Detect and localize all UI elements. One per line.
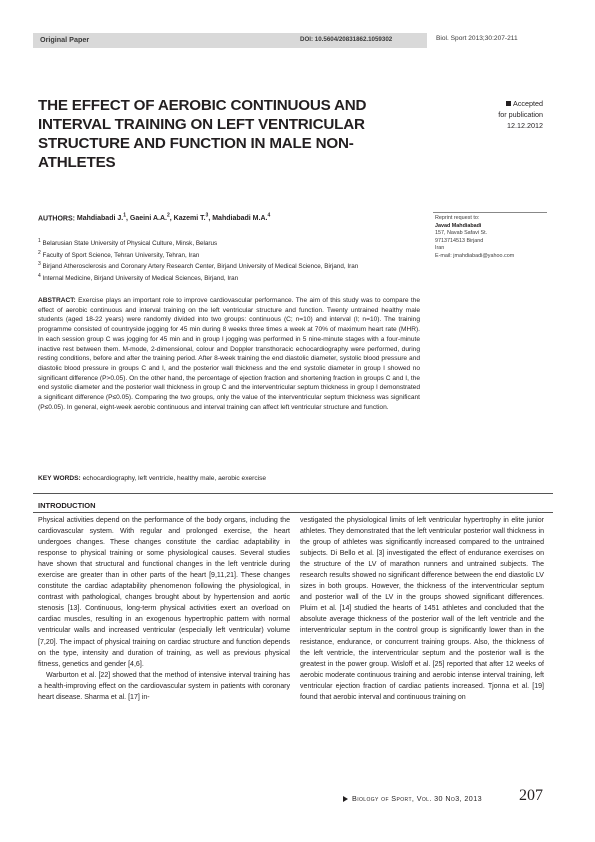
author-1	[77, 215, 130, 222]
author-name: Mahdiabadi M.A.	[212, 215, 268, 223]
page-number: 207	[519, 787, 543, 804]
author-affil-sup: 4	[267, 213, 271, 219]
accepted-note	[458, 98, 543, 131]
affiliation-text: Belarusian State University of Physical Culture, Minsk, Belarus	[42, 240, 218, 248]
square-bullet-icon	[506, 101, 511, 106]
affiliation-4	[38, 272, 433, 284]
author-name: Mahdiabadi J.	[76, 215, 124, 223]
doi-link[interactable]: DOI: 10.5604/20831862.1059302	[300, 35, 393, 43]
author-2	[130, 215, 174, 222]
affiliation-number: 2	[38, 249, 41, 256]
author-affil-sup: 2	[166, 213, 170, 219]
article-title: THE EFFECT OF AEROBIC CONTINUOUS AND INTERVAL TRAINING ON LEFT VENTRICULAR STRUCTURE AND FUNCTION IN MALE NON-ATHLETES	[38, 97, 367, 171]
author-sep: ,	[125, 215, 130, 223]
reprint-email[interactable]: E-mail: jmahdiabadi@yahoo.com	[435, 252, 515, 259]
article-type-label: Original Paper	[40, 35, 90, 44]
reprint-address-city: 9713714513 Birjand	[435, 237, 484, 244]
paragraph: vestigated the physiological limits of left ventricular hypertrophy in elite junior athletes. They demonstrated that the left ventricular posterior wall thickness in the group of athletes was significantly increased compared to the untrained subjects. Di Bello et al. [3] investigated the effect of endurance exercises on the structure of the LV of marathon runners and untrained subjects. The research results showed no significant difference between the end diastolic LV sizes in both groups. However, the thickness of the interventricular septum and posterior wall of the LV in the groups showed significant differences. Pluim et al. [14] studied the hearts of 1451 athletes and concluded that the absolute average thickness of the posterior wall of the left ventricle and the interventricular septum in the control group is significantly lower than in the resistance, endurance, or concurrent training groups. Also, the thickness of the left ventricle, the interventricular septum and the posterior wall is the greatest in the power group. Wisloff et al. [25] reported that after 12 weeks of aerobic moderate continuous training and aerobic intense interval training, left ventricular ejection fraction of cardiac patients increased. Tjonna et al. [19] found that aerobic interval and continuous training on	[300, 517, 544, 701]
section-rule-top	[33, 493, 553, 494]
reprint-name: Javad Mahdiabadi	[435, 222, 482, 229]
affiliation-3	[38, 260, 433, 272]
author-3	[174, 215, 213, 222]
accepted-label: Accepted	[513, 99, 543, 108]
affiliation-number: 3	[38, 261, 41, 268]
author-name: Gaeini A.A.	[129, 215, 167, 223]
author-sep: ,	[169, 215, 174, 223]
authors-label: AUTHORS:	[38, 215, 75, 223]
affiliation-text: Internal Medicine, Birjand University of Medical Sciences, Birjand, Iran	[42, 275, 239, 283]
author-sep: ,	[208, 215, 213, 223]
body-column-right	[300, 515, 544, 703]
author-name: Kazemi T.	[173, 215, 206, 223]
abstract-label: ABSTRACT:	[38, 297, 76, 304]
affiliation-text: Birjand Atherosclerosis and Coronary Artery Research Center, Birjand University of Medical Science, Birjand, Iran	[42, 263, 359, 271]
reprint-request	[435, 215, 547, 261]
reprint-address-street: 157, Navab Safavi St.	[435, 230, 488, 237]
affiliation-1	[38, 237, 433, 249]
keywords-text: echocardiography, left ventricle, healthy male, aerobic exercise	[82, 475, 267, 482]
footer-journal: Biology of Sport, Vol. 30 No3, 2013	[352, 794, 482, 803]
body-column-left	[38, 515, 290, 703]
journal-citation: Biol. Sport 2013;30:207-211	[436, 34, 518, 42]
author-affil-sup: 3	[205, 213, 209, 219]
accepted-for-publication: for publication	[498, 110, 543, 119]
keywords-label: KEY WORDS:	[38, 475, 81, 482]
paragraph: Physical activities depend on the performance of the body organs, including the cardiovascular system. With regular and prolonged exercise, the heart undergoes changes. These changes constitute the cardiac adaptability in response to physical training or some physiological causes. Several studies have shown that structural and functional changes in the left ventricle during exercise are greater than in other parts of the heart [9,11,21]. These changes constitute the cardiac adaptability phenomenon following the physiological, in contrast with pathological, changes brought about by hypertension and aortic stenosis [13]. Continuous, long-term physical activities exert an overload on cardiac muscles, resulting in an exogenous hypertrophic pattern with normal ventricular walls and increased ventricular (especially left ventricular) volume [7,20]. The impact of physical training on cardiac structure and function depends on the type, intensity and duration of training, as well as previous physical fitness, genetics and gender [4,6].	[38, 517, 290, 668]
affiliation-number: 4	[38, 273, 41, 280]
affiliation-text: Faculty of Sport Science, Tehran University, Tehran, Iran	[42, 251, 200, 259]
author-4	[212, 215, 270, 222]
affiliation-2	[38, 249, 433, 261]
reprint-country: Iran	[435, 245, 445, 252]
abstract-text: Exercise plays an important role to improve cardiovascular performance. The aim of this study was to compare the effect of aerobic continuous and interval training on the left ventricular structure and function. Twenty untrained healthy male students (aged 18-22 years) were randomly divided into two groups: continuous (C; n=10) and interval (I; n=10). The training programme consisted of countryside jogging for 45 min during 8 weeks three times a week at 70% of maximum heart rate (MHR). In each session group C was jogging for 45 min and in group I jogging was performed in 5 nine-minute stages with a four-minute inactive rest between them. M-mode, 2-dimensional, colour and Doppler transthoracic echocardiography were performed, during resting conditions, before and after the training period. After 8-week training the end diastolic diameter, systolic blood pressure and diastolic blood pressure in groups C and I, and the posterior wall thickness and the end systolic diameter in group I showed no significant difference (P>0.05). On the other hand, the percentage of ejection fraction and shortening fraction in groups C and I, the end systolic diameter and the posterior wall thickness in group C and the interventricular septum thickness in group I demonstrated a significant difference (P≤0.05). Comparing the two groups, only the value of the interventricular septum thickness was significant (P≤0.05). In general, eight-week aerobic continuous and interval training can affect left ventricular structure and function.	[38, 297, 420, 411]
section-heading-introduction: INTRODUCTION	[38, 501, 96, 510]
affiliations	[38, 237, 433, 284]
reprint-heading: Reprint request to:	[435, 215, 480, 221]
keywords	[38, 475, 428, 482]
accepted-date: 12.12.2012	[507, 121, 543, 130]
paragraph: Warburton et al. [22] showed that the method of intensive interval training has a health-improving effect on the cardiovascular system in patients with coronary heart disease. Sharma et al. [17] in-	[38, 671, 290, 701]
triangle-marker-icon	[343, 796, 348, 802]
author-list	[38, 213, 428, 222]
abstract	[38, 296, 420, 413]
section-rule-bottom	[33, 512, 553, 513]
reprint-divider	[433, 212, 547, 213]
author-affil-sup: 1	[123, 213, 126, 219]
affiliation-number: 1	[38, 238, 41, 244]
